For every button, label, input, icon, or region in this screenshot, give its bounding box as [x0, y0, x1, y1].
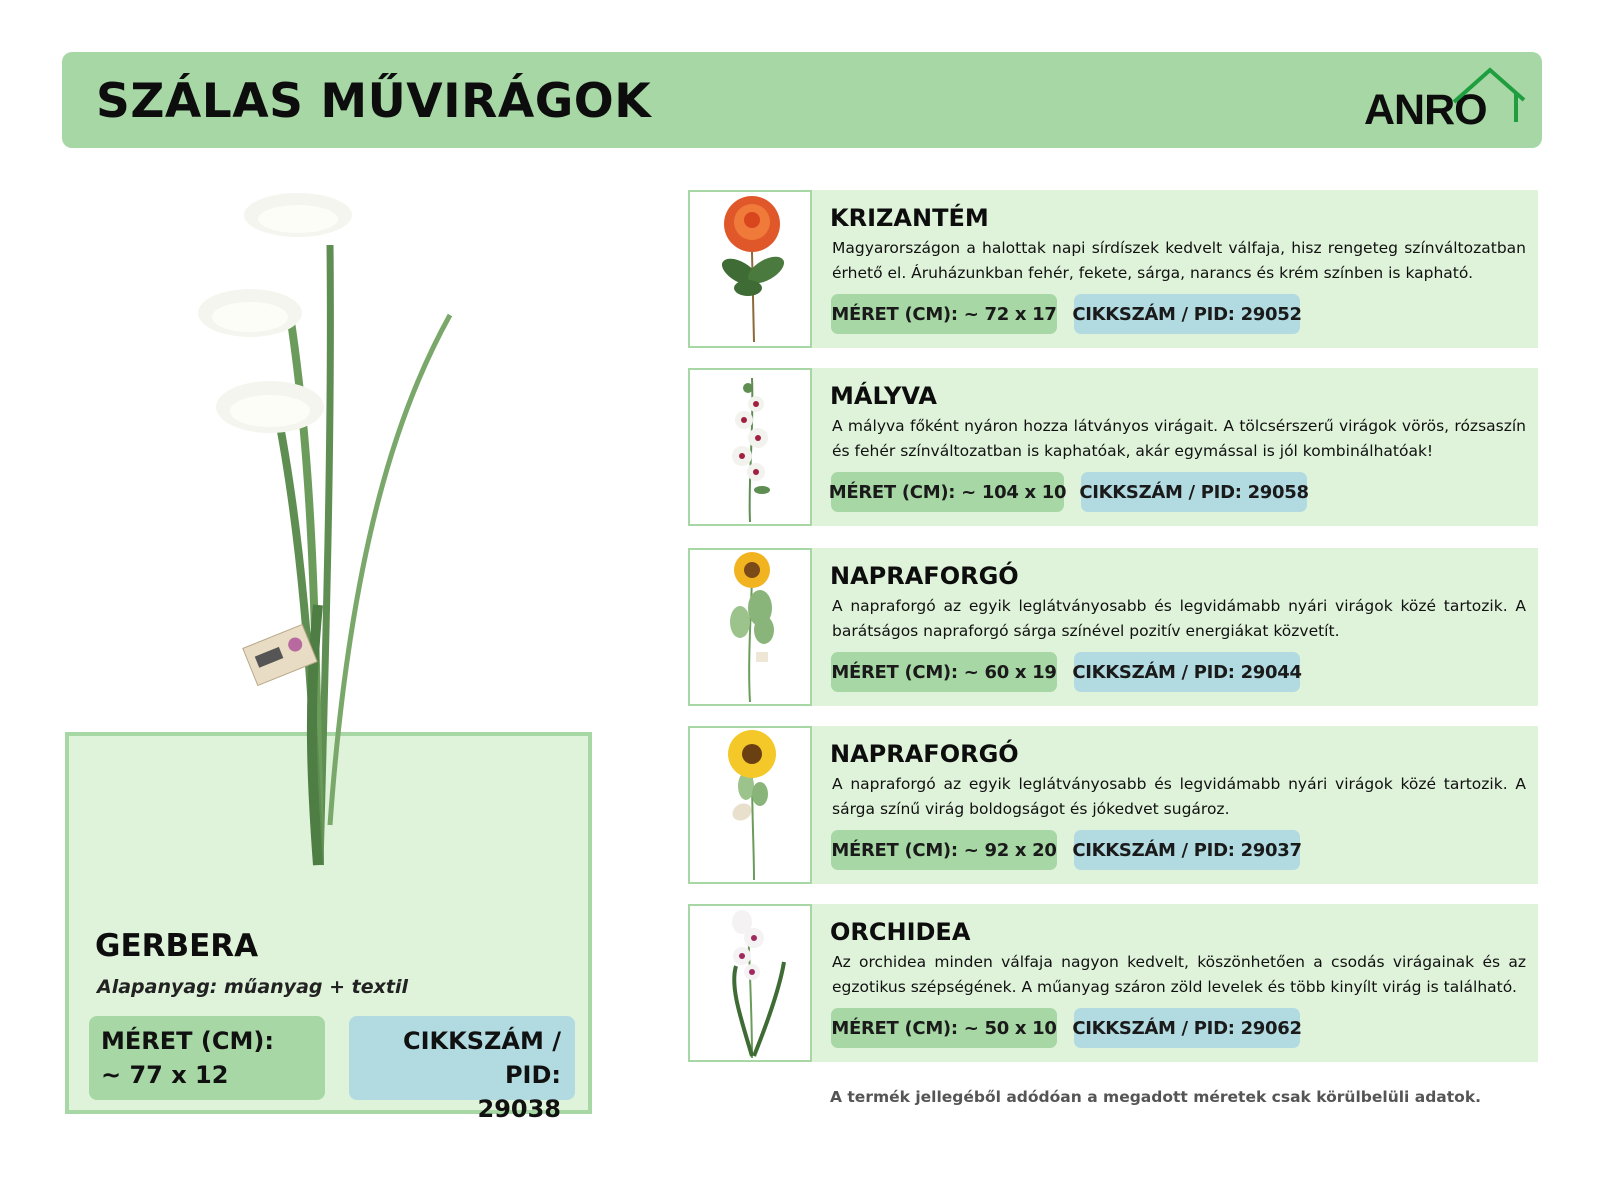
product-name: NAPRAFORGÓ: [830, 740, 1019, 768]
product-thumbnail: [688, 548, 812, 706]
hero-product-name: GERBERA: [95, 928, 259, 964]
product-card: [688, 548, 1538, 706]
footnote: A termék jellegéből adódóan a megadott méretek csak körülbelüli adatok.: [830, 1088, 1482, 1106]
pid-badge: CIKKSZÁM / PID: 29044: [1074, 652, 1300, 692]
product-name: ORCHIDEA: [830, 918, 971, 946]
size-badge: MÉRET (CM): ~ 60 x 19: [831, 652, 1057, 692]
sunflower-icon: [690, 728, 814, 886]
header-banner: [62, 52, 1542, 148]
product-thumbnail: [688, 904, 812, 1062]
product-card: [688, 726, 1538, 884]
product-description: A napraforgó az egyik leglátványosabb és legvidámabb nyári virágok közé tartozik. A sárga színű virág boldogságot és jókedvet sugároz.: [832, 775, 1526, 818]
size-badge: MÉRET (CM): ~ 92 x 20: [831, 830, 1057, 870]
hero-size-value: ~ 77 x 12: [101, 1061, 229, 1089]
product-description: A mályva főként nyáron hozza látványos virágait. A tölcsérszerű virágok vörös, rózsaszín és fehér színváltozatban is kaphatóak, akár egymással is jól kombinálhatóak!: [832, 417, 1526, 460]
product-description: Magyarországon a halottak napi sírdíszek kedvelt válfaja, hisz rengeteg színváltozatban érhető el. Áruházunkban fehér, fekete, sárga, narancs és krém színben is kapható.: [832, 239, 1526, 282]
hero-size-badge: [89, 1016, 325, 1100]
sunflower-icon: [690, 550, 814, 708]
size-badge: MÉRET (CM): ~ 104 x 10: [831, 472, 1064, 512]
hero-pid-label: CIKKSZÁM / PID:: [402, 1027, 561, 1089]
product-thumbnail: [688, 190, 812, 348]
product-thumbnail: [688, 726, 812, 884]
product-description: Az orchidea minden válfaja nagyon kedvelt, köszönhetően a csodás virágainak és az egzotikus szépségének. A műanyag száron zöld levelek és több kinyílt virág is található.: [832, 953, 1526, 996]
orchid-icon: [690, 906, 814, 1064]
size-badge: MÉRET (CM): ~ 50 x 10: [831, 1008, 1057, 1048]
gerbera-image: [180, 185, 480, 885]
pid-badge: CIKKSZÁM / PID: 29052: [1074, 294, 1300, 334]
pid-badge: CIKKSZÁM / PID: 29062: [1074, 1008, 1300, 1048]
product-card: [688, 190, 1538, 348]
hero-pid-value: 29038: [477, 1095, 561, 1123]
product-thumbnail: [688, 368, 812, 526]
house-roof-icon: [1450, 66, 1526, 136]
chrysanthemum-icon: [690, 192, 814, 350]
product-card: [688, 904, 1538, 1062]
hero-size-label: MÉRET (CM):: [101, 1027, 274, 1055]
product-description: A napraforgó az egyik leglátványosabb és legvidámabb nyári virágok közé tartozik. A barátságos napraforgó sárga színével pozitív energiákat közvetít.: [832, 597, 1526, 640]
size-badge: MÉRET (CM): ~ 72 x 17: [831, 294, 1057, 334]
product-name: NAPRAFORGÓ: [830, 562, 1019, 590]
logo-text: ANRO: [1364, 86, 1487, 134]
pid-badge: CIKKSZÁM / PID: 29037: [1074, 830, 1300, 870]
hollyhock-icon: [690, 370, 814, 528]
hero-material: Alapanyag: műanyag + textil: [97, 976, 408, 998]
product-card: [688, 368, 1538, 526]
hero-pid-badge: [349, 1016, 575, 1123]
anro-logo: [1356, 66, 1526, 136]
product-name: KRIZANTÉM: [830, 204, 989, 232]
product-name: MÁLYVA: [830, 382, 937, 410]
page-title: SZÁLAS MŰVIRÁGOK: [96, 74, 652, 129]
pid-badge: CIKKSZÁM / PID: 29058: [1081, 472, 1307, 512]
